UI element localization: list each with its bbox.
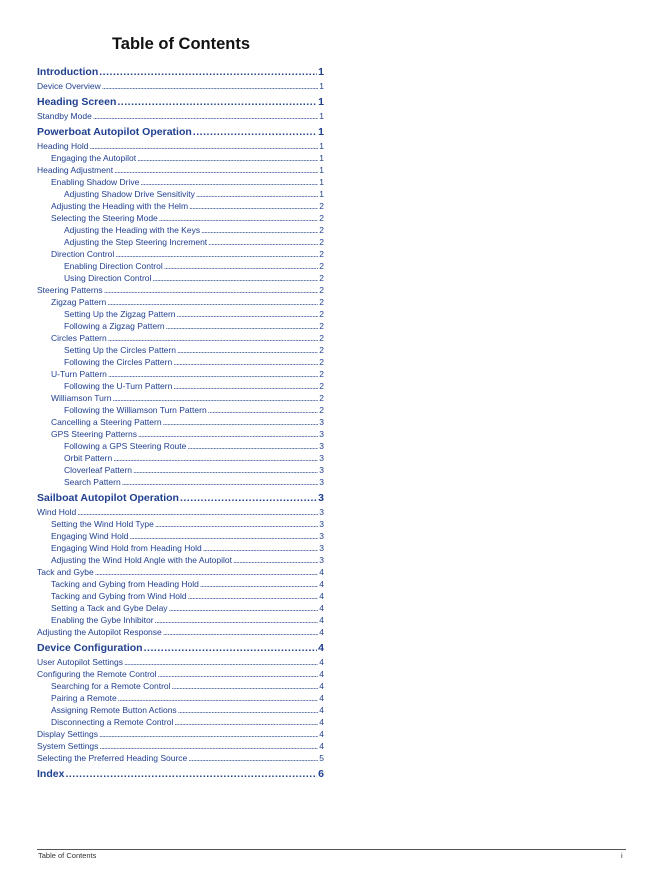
toc-page-number: 1	[319, 189, 324, 199]
toc-entry-label: Orbit Pattern	[64, 453, 113, 463]
toc-page-number: 2	[319, 225, 324, 235]
dot-leader	[137, 152, 318, 164]
toc-entry-link[interactable]	[37, 542, 324, 554]
dot-leader	[108, 368, 318, 380]
toc-entry-link[interactable]	[37, 176, 324, 188]
toc-page-number: 2	[319, 381, 324, 391]
toc-page-number: 3	[319, 465, 324, 475]
toc-entry-label: Direction Control	[51, 249, 115, 259]
toc-page-number: 4	[318, 642, 324, 654]
toc-entry-link[interactable]	[37, 356, 324, 368]
toc-entry-link[interactable]	[37, 380, 324, 392]
dot-leader	[155, 518, 318, 530]
toc-entry-label: Williamson Turn	[51, 393, 112, 403]
dot-leader	[159, 212, 318, 224]
toc-entry-link[interactable]	[37, 656, 324, 668]
toc-entry-link[interactable]	[37, 554, 324, 566]
toc-entry-label: Using Direction Control	[64, 273, 152, 283]
toc-page-number: 2	[319, 261, 324, 271]
dot-leader	[180, 491, 317, 506]
dot-leader	[124, 656, 318, 668]
toc-page-number: 1	[319, 141, 324, 151]
toc-chapter-link[interactable]	[37, 125, 324, 140]
dot-leader	[117, 95, 317, 110]
toc-entry-link[interactable]	[37, 530, 324, 542]
toc-page-number: 2	[319, 297, 324, 307]
toc-entry-link[interactable]	[37, 236, 324, 248]
toc-entry-label: GPS Steering Patterns	[51, 429, 137, 439]
toc-entry-label: Heading Hold	[37, 141, 89, 151]
toc-page-number: 3	[319, 429, 324, 439]
toc-page-number: 2	[319, 201, 324, 211]
toc-entry-label: Zigzag Pattern	[51, 297, 107, 307]
toc-entry-label: Standby Mode	[37, 111, 92, 121]
toc-page-number: 2	[319, 285, 324, 295]
toc-entry-link[interactable]	[37, 200, 324, 212]
footer-page-number: i	[621, 851, 623, 860]
toc-entry-label: Tacking and Gybing from Wind Hold	[51, 591, 187, 601]
toc-entry-link[interactable]	[37, 704, 324, 716]
toc-entry-link[interactable]	[37, 602, 324, 614]
toc-entry-label: Wind Hold	[37, 507, 77, 517]
toc-entry-link[interactable]	[37, 284, 324, 296]
toc-entry-label: Sailboat Autopilot Operation	[37, 492, 179, 504]
dot-leader	[130, 530, 319, 542]
toc-chapter-link[interactable]	[37, 491, 324, 506]
page-title: Table of Contents	[111, 35, 251, 53]
toc-page-number: 4	[319, 615, 324, 625]
toc-entry-label: Setting Up the Zigzag Pattern	[64, 309, 176, 319]
toc-entry-label: Configuring the Remote Control	[37, 669, 157, 679]
dot-leader	[104, 284, 319, 296]
dot-leader	[118, 692, 319, 704]
dot-leader	[133, 464, 318, 476]
toc-entry-link[interactable]	[37, 506, 324, 518]
toc-entry-label: Adjusting the Heading with the Helm	[51, 201, 189, 211]
dot-leader	[114, 164, 318, 176]
toc-page-number: 4	[319, 567, 324, 577]
toc-chapter-link[interactable]	[37, 767, 324, 782]
toc-page-number: 4	[319, 657, 324, 667]
toc-entry-link[interactable]	[37, 152, 324, 164]
toc-entry-link[interactable]	[37, 578, 324, 590]
toc-entry-link[interactable]	[37, 80, 324, 92]
toc-entry-label: Enabling the Gybe Inhibitor	[51, 615, 154, 625]
toc-page-number: 4	[319, 579, 324, 589]
toc-entry-link[interactable]	[37, 260, 324, 272]
dot-leader	[90, 140, 319, 152]
toc-entry-link[interactable]	[37, 626, 324, 638]
toc-entry-link[interactable]	[37, 440, 324, 452]
toc-entry-label: Heading Adjustment	[37, 165, 114, 175]
toc-entry-link[interactable]	[37, 728, 324, 740]
toc-entry-label: Following the U-Turn Pattern	[64, 381, 173, 391]
toc-page-number: 2	[319, 249, 324, 259]
toc-entry-label: User Autopilot Settings	[37, 657, 123, 667]
toc-entry-label: Following a Zigzag Pattern	[64, 321, 165, 331]
toc-entry-label: Setting a Tack and Gybe Delay	[51, 603, 168, 613]
toc-entry-link[interactable]	[37, 248, 324, 260]
toc-page-number: 1	[318, 126, 324, 138]
dot-leader	[122, 476, 319, 488]
toc-page-number: 4	[319, 603, 324, 613]
toc-page-number: 2	[319, 321, 324, 331]
toc-entry-label: Following the Circles Pattern	[64, 357, 173, 367]
toc-entry-link[interactable]	[37, 416, 324, 428]
toc-entry-link[interactable]	[37, 272, 324, 284]
dot-leader	[164, 260, 319, 272]
toc-entry-link[interactable]	[37, 164, 324, 176]
toc-page-number: 2	[319, 273, 324, 283]
toc-entry-label: Cancelling a Steering Pattern	[51, 417, 162, 427]
toc-entry-link[interactable]	[37, 392, 324, 404]
toc-page-number: 2	[319, 213, 324, 223]
toc-page-number: 3	[319, 453, 324, 463]
dot-leader	[107, 296, 318, 308]
footer-section-title: Table of Contents	[38, 851, 97, 860]
toc-entry-link[interactable]	[37, 692, 324, 704]
toc-entry-link[interactable]	[37, 110, 324, 122]
toc-entry-label: Heading Screen	[37, 96, 117, 108]
toc-entry-link[interactable]	[37, 716, 324, 728]
toc-page-number: 5	[319, 753, 324, 763]
toc-page-number: 1	[318, 96, 324, 108]
toc-page-number: 4	[319, 627, 324, 637]
toc-page-number: 3	[319, 441, 324, 451]
toc-entry-link[interactable]	[37, 224, 324, 236]
dot-leader	[174, 716, 318, 728]
toc-chapter-link[interactable]	[37, 65, 324, 80]
toc-entry-label: Circles Pattern	[51, 333, 107, 343]
dot-leader	[163, 626, 319, 638]
toc-entry-label: Assigning Remote Button Actions	[51, 705, 177, 715]
toc-entry-label: Engaging Wind Hold from Heading Hold	[51, 543, 202, 553]
toc-entry-link[interactable]	[37, 464, 324, 476]
dot-leader	[187, 440, 318, 452]
dot-leader	[158, 668, 319, 680]
dot-leader	[196, 188, 318, 200]
dot-leader	[169, 602, 319, 614]
toc-entry-link[interactable]	[37, 188, 324, 200]
toc-entry-link[interactable]	[37, 344, 324, 356]
dot-leader	[138, 428, 318, 440]
toc-entry-link[interactable]	[37, 752, 324, 764]
dot-leader	[155, 614, 319, 626]
dot-leader	[115, 248, 318, 260]
toc-page-number: 4	[319, 669, 324, 679]
toc-chapter-link[interactable]	[37, 95, 324, 110]
toc-entry-link[interactable]	[37, 740, 324, 752]
dot-leader	[113, 452, 318, 464]
toc-entry-link[interactable]	[37, 590, 324, 602]
toc-page-number: 1	[319, 165, 324, 175]
toc-entry-label: Steering Patterns	[37, 285, 103, 295]
toc-entry-link[interactable]	[37, 668, 324, 680]
toc-entry-link[interactable]	[37, 320, 324, 332]
toc-entry-label: System Settings	[37, 741, 99, 751]
toc-entry-label: Selecting the Preferred Heading Source	[37, 753, 188, 763]
dot-leader	[173, 356, 318, 368]
toc-entry-label: Tack and Gybe	[37, 567, 94, 577]
toc-entry-label: Following a GPS Steering Route	[64, 441, 187, 451]
toc-entry-label: Device Configuration	[37, 642, 143, 654]
toc-entry-link[interactable]	[37, 518, 324, 530]
toc-entry-label: Adjusting the Autopilot Response	[37, 627, 162, 637]
toc-page-number: 3	[319, 477, 324, 487]
toc-entry-link[interactable]	[37, 212, 324, 224]
toc-entry-label: Adjusting Shadow Drive Sensitivity	[64, 189, 195, 199]
toc-entry-label: Search Pattern	[64, 477, 121, 487]
toc-entry-label: Setting Up the Circles Pattern	[64, 345, 176, 355]
dot-leader	[144, 641, 318, 656]
toc-page-number: 1	[319, 111, 324, 121]
toc-page-number: 3	[319, 543, 324, 553]
toc-page-number: 4	[319, 705, 324, 715]
toc-page-number: 4	[319, 741, 324, 751]
dot-leader	[108, 332, 319, 344]
dot-leader	[77, 506, 318, 518]
toc-entry-link[interactable]	[37, 680, 324, 692]
dot-leader	[163, 416, 319, 428]
toc-entry-link[interactable]	[37, 428, 324, 440]
toc-entry-label: Tacking and Gybing from Heading Hold	[51, 579, 199, 589]
dot-leader	[173, 380, 318, 392]
dot-leader	[188, 752, 318, 764]
toc-page-number: 1	[319, 177, 324, 187]
toc-chapter-link[interactable]	[37, 641, 324, 656]
toc-entry-label: Adjusting the Step Steering Increment	[64, 237, 208, 247]
dot-leader	[200, 578, 318, 590]
toc-page-number: 6	[318, 768, 324, 780]
toc-entry-label: Engaging the Autopilot	[51, 153, 137, 163]
toc-entry-link[interactable]	[37, 476, 324, 488]
toc-page-number: 3	[319, 519, 324, 529]
toc-page-number: 1	[318, 66, 324, 78]
dot-leader	[112, 392, 318, 404]
dot-leader	[233, 554, 318, 566]
toc-entry-label: Powerboat Autopilot Operation	[37, 126, 192, 138]
table-of-contents	[37, 62, 324, 782]
toc-entry-label: Adjusting the Heading with the Keys	[64, 225, 201, 235]
dot-leader	[189, 200, 318, 212]
toc-page-number: 2	[319, 345, 324, 355]
toc-page-number: 3	[318, 492, 324, 504]
dot-leader	[99, 740, 318, 752]
toc-page-number: 1	[319, 81, 324, 91]
toc-entry-label: U-Turn Pattern	[51, 369, 107, 379]
toc-page-number: 4	[319, 591, 324, 601]
dot-leader	[201, 224, 318, 236]
toc-page-number: 2	[319, 309, 324, 319]
toc-entry-link[interactable]	[37, 296, 324, 308]
toc-entry-link[interactable]	[37, 140, 324, 152]
toc-entry-label: Setting the Wind Hold Type	[51, 519, 154, 529]
toc-entry-label: Display Settings	[37, 729, 98, 739]
toc-page-number: 3	[319, 417, 324, 427]
dot-leader	[172, 680, 319, 692]
toc-page-number: 2	[319, 333, 324, 343]
toc-page-number: 2	[319, 237, 324, 247]
toc-entry-label: Disconnecting a Remote Control	[51, 717, 174, 727]
dot-leader	[140, 176, 318, 188]
dot-leader	[193, 125, 317, 140]
toc-entry-label: Searching for a Remote Control	[51, 681, 171, 691]
toc-entry-label: Enabling Direction Control	[64, 261, 163, 271]
dot-leader	[177, 308, 319, 320]
toc-page-number: 2	[319, 393, 324, 403]
dot-leader	[208, 236, 318, 248]
toc-entry-link[interactable]	[37, 452, 324, 464]
toc-entry-link[interactable]	[37, 368, 324, 380]
toc-page-number: 3	[319, 555, 324, 565]
dot-leader	[152, 272, 318, 284]
dot-leader	[99, 728, 318, 740]
toc-page-number: 4	[319, 693, 324, 703]
toc-page-number: 4	[319, 729, 324, 739]
toc-entry-label: Pairing a Remote	[51, 693, 117, 703]
toc-page-number: 1	[319, 153, 324, 163]
toc-page-number: 4	[319, 717, 324, 727]
toc-entry-label: Index	[37, 768, 65, 780]
dot-leader	[95, 566, 319, 578]
dot-leader	[166, 320, 319, 332]
toc-entry-label: Cloverleaf Pattern	[64, 465, 133, 475]
toc-entry-link[interactable]	[37, 332, 324, 344]
toc-entry-label: Engaging Wind Hold	[51, 531, 129, 541]
dot-leader	[65, 767, 317, 782]
toc-page-number: 4	[319, 681, 324, 691]
toc-entry-link[interactable]	[37, 566, 324, 578]
toc-entry-label: Following the Williamson Turn Pattern	[64, 405, 207, 415]
dot-leader	[102, 80, 318, 92]
toc-page-number: 2	[319, 357, 324, 367]
dot-leader	[208, 404, 319, 416]
dot-leader	[177, 344, 318, 356]
toc-entry-link[interactable]	[37, 404, 324, 416]
dot-leader	[178, 704, 319, 716]
toc-entry-label: Introduction	[37, 66, 99, 78]
dot-leader	[93, 110, 318, 122]
dot-leader	[99, 65, 317, 80]
toc-entry-label: Selecting the Steering Mode	[51, 213, 158, 223]
toc-entry-label: Adjusting the Wind Hold Angle with the Autopilot	[51, 555, 232, 565]
toc-entry-label: Enabling Shadow Drive	[51, 177, 140, 187]
dot-leader	[188, 590, 319, 602]
dot-leader	[203, 542, 319, 554]
toc-entry-label: Device Overview	[37, 81, 101, 91]
toc-page-number: 2	[319, 369, 324, 379]
toc-page-number: 3	[319, 507, 324, 517]
toc-entry-link[interactable]	[37, 614, 324, 626]
footer-divider	[37, 849, 626, 850]
toc-entry-link[interactable]	[37, 308, 324, 320]
toc-page-number: 3	[319, 531, 324, 541]
toc-page-number: 2	[319, 405, 324, 415]
